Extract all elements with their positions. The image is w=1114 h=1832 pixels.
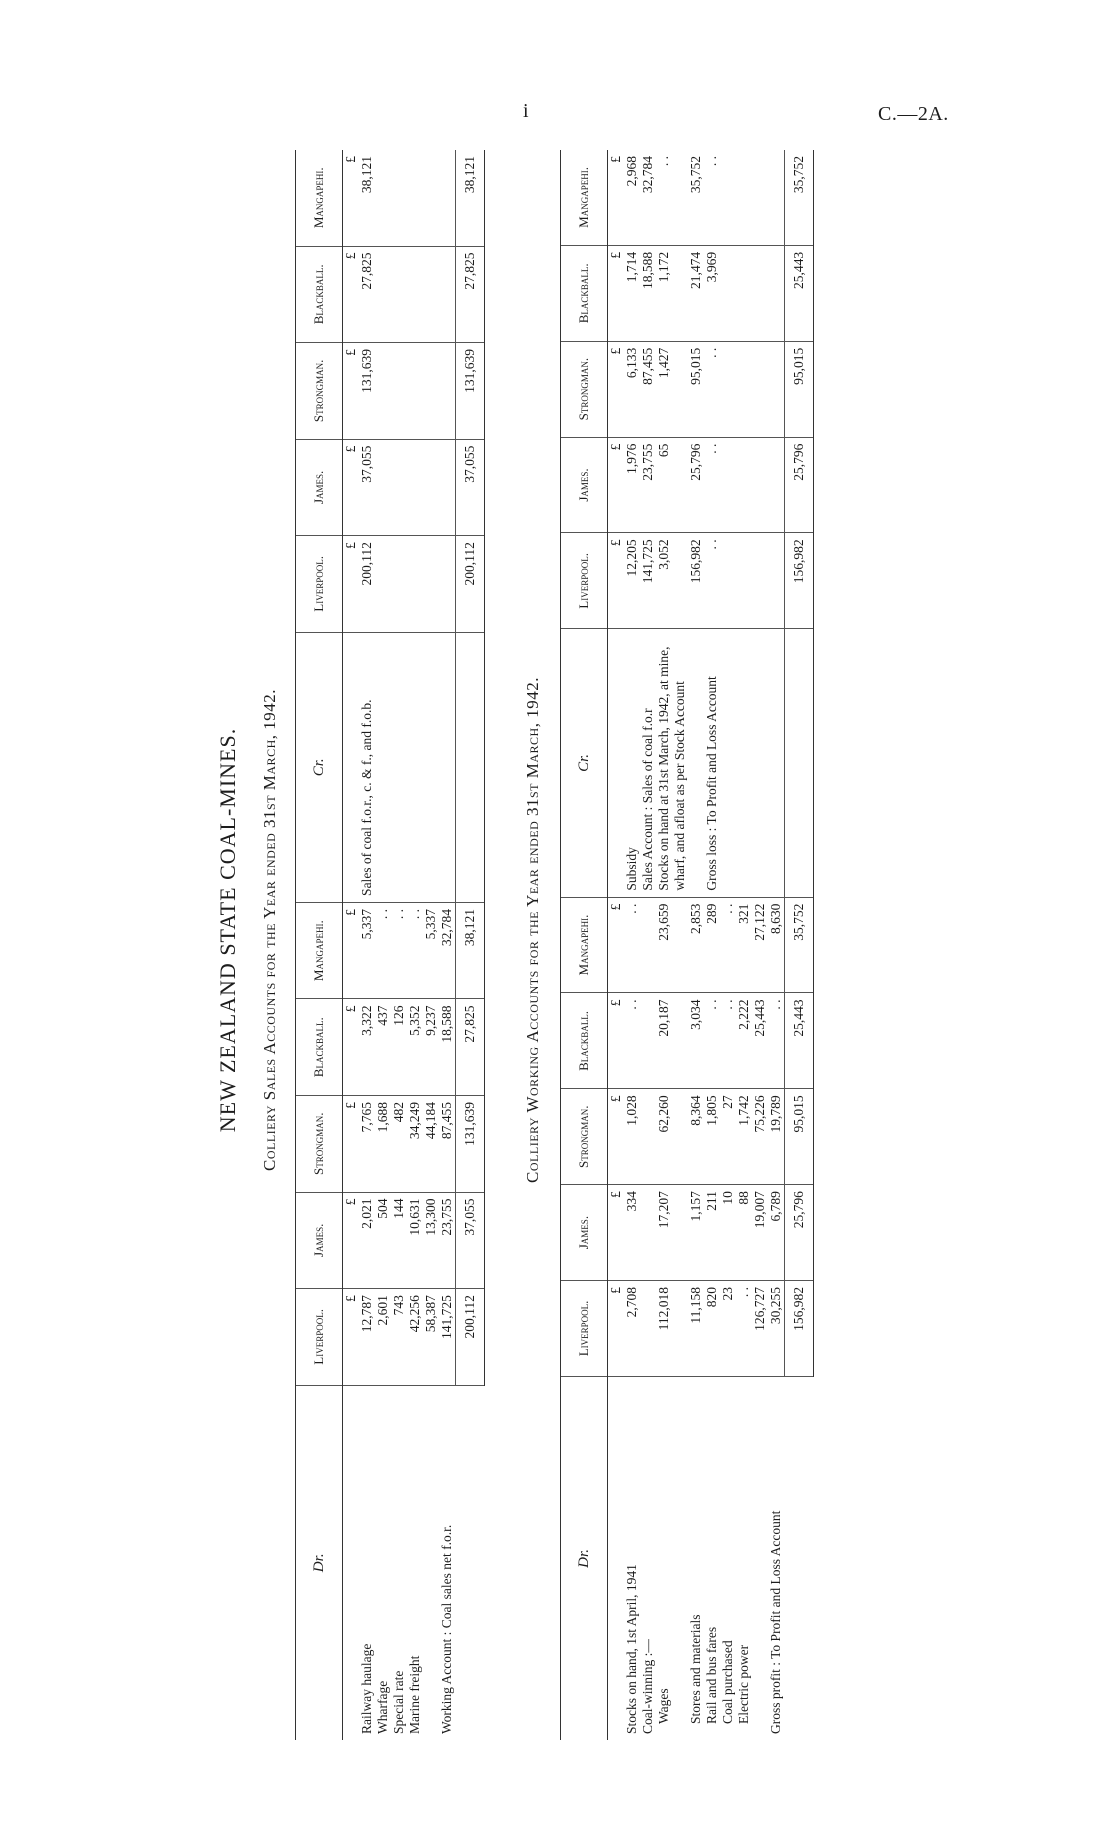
- cr-column-header-0: Liverpool.: [296, 536, 343, 633]
- cr-value: 37,055: [359, 439, 375, 536]
- dr-value: 44,184: [423, 1096, 439, 1193]
- cr-value: 87,455: [640, 341, 656, 437]
- pound-sign: £: [608, 993, 625, 1089]
- dr-value: 34,249: [407, 1096, 423, 1193]
- dr-total: 25,443: [785, 993, 814, 1089]
- spacer: [768, 533, 785, 629]
- table-row: [640, 150, 656, 1740]
- cr-column-header: Cr.: [296, 632, 343, 902]
- dr-total: 38,121: [456, 902, 485, 999]
- table-row: [407, 150, 423, 1740]
- dr-value: 13,300: [423, 1192, 439, 1289]
- dr-value: 11,158: [688, 1281, 704, 1377]
- spacer: [407, 343, 423, 440]
- dr-value: 144: [391, 1192, 407, 1289]
- spacer: [752, 533, 768, 629]
- spacer: [752, 437, 768, 533]
- dr-value: 30,255: [768, 1281, 785, 1377]
- spacer: [407, 246, 423, 343]
- table-row: [736, 150, 752, 1740]
- dr-column-header-0: Liverpool.: [296, 1289, 343, 1386]
- dr-value: 27,122: [752, 897, 768, 993]
- dr-value: 6,789: [768, 1185, 785, 1281]
- dr-row-label: Gross profit : To Profit and Loss Account: [768, 1510, 783, 1734]
- cr-total: 35,752: [785, 150, 814, 245]
- dr-value: 1,805: [704, 1089, 720, 1185]
- spacer: [785, 1376, 814, 1740]
- spacer: [375, 439, 391, 536]
- dr-column-header-2: Strongman.: [561, 1089, 608, 1185]
- spacer: [439, 632, 456, 902]
- dr-value: 32,784: [439, 902, 456, 999]
- dr-value: [640, 1185, 656, 1281]
- cr-value: 3,969: [704, 245, 720, 341]
- cr-total: 27,825: [456, 246, 485, 343]
- spacer: [391, 632, 407, 902]
- dr-value: [640, 1089, 656, 1185]
- working-accounts-table: [560, 150, 814, 1740]
- document-reference: C.—2A.: [878, 103, 949, 125]
- cr-value: . .: [704, 150, 720, 245]
- pound-sign: £: [343, 343, 360, 440]
- cr-row-label: Stocks on hand at 31st March, 1942, at mine, wharf, and afloat as per Stock Account: [656, 629, 688, 897]
- spacer: [720, 437, 736, 533]
- pound-sign: £: [608, 533, 625, 629]
- dr-column-header: Dr.: [561, 1376, 608, 1740]
- cr-row-label: [688, 629, 704, 897]
- table-row: [656, 150, 688, 1740]
- dr-column-header: Dr.: [296, 1385, 343, 1740]
- dr-total: 27,825: [456, 999, 485, 1096]
- dr-value: 126,727: [752, 1281, 768, 1377]
- cr-total: 37,055: [456, 439, 485, 536]
- dr-value: [640, 993, 656, 1089]
- dr-total: 35,752: [785, 897, 814, 993]
- dr-column-header-0: Liverpool.: [561, 1281, 608, 1377]
- dr-value: . .: [736, 1281, 752, 1377]
- cr-value: 1,714: [624, 245, 640, 341]
- pound-sign: £: [343, 439, 360, 536]
- dr-value: 2,708: [624, 1281, 640, 1377]
- dr-column-header-3: Blackball.: [561, 993, 608, 1089]
- cr-column-header-3: Blackball.: [296, 246, 343, 343]
- cr-column-header-4: Mangapehi.: [561, 150, 608, 245]
- header-row: [561, 150, 608, 1740]
- spacer: [391, 343, 407, 440]
- pound-sign: £: [608, 897, 625, 993]
- dr-value: 211: [704, 1185, 720, 1281]
- spacer: [752, 341, 768, 437]
- dr-value: 23: [720, 1281, 736, 1377]
- spacer: [720, 629, 736, 897]
- dr-value: 5,337: [359, 902, 375, 999]
- dr-column-header-1: James.: [296, 1192, 343, 1289]
- pound-sign: £: [343, 150, 360, 246]
- cr-value: 141,725: [640, 533, 656, 629]
- cr-value: 18,588: [640, 245, 656, 341]
- spacer: [423, 246, 439, 343]
- dr-value: 23,755: [439, 1192, 456, 1289]
- dr-column-header-2: Strongman.: [296, 1096, 343, 1193]
- totals-row: [785, 150, 814, 1740]
- dr-value: 1,157: [688, 1185, 704, 1281]
- pound-row: [343, 150, 360, 1740]
- cr-value: 156,982: [688, 533, 704, 629]
- dr-row-label: Wharfage: [375, 1680, 390, 1734]
- dr-value: 75,226: [752, 1089, 768, 1185]
- spacer: [375, 246, 391, 343]
- cr-value: 2,968: [624, 150, 640, 245]
- dr-value: . .: [768, 993, 785, 1089]
- cr-total: 25,443: [785, 245, 814, 341]
- cr-value: 21,474: [688, 245, 704, 341]
- spacer: [752, 245, 768, 341]
- dr-value: 19,789: [768, 1089, 785, 1185]
- dr-value: 3,034: [688, 993, 704, 1089]
- cr-total: 38,121: [456, 150, 485, 246]
- cr-value: 32,784: [640, 150, 656, 245]
- pound-sign: £: [608, 1089, 625, 1185]
- spacer: [439, 343, 456, 440]
- cr-value: 6,133: [624, 341, 640, 437]
- table-row: [752, 150, 768, 1740]
- dr-column-header-3: Blackball.: [296, 999, 343, 1096]
- dr-value: 9,237: [423, 999, 439, 1096]
- dr-value: 504: [375, 1192, 391, 1289]
- spacer: [736, 629, 752, 897]
- totals-row: [456, 150, 485, 1740]
- cr-value: 1,427: [656, 341, 688, 437]
- dr-total: 131,639: [456, 1096, 485, 1193]
- header-row: [296, 150, 343, 1740]
- table-row: [375, 150, 391, 1740]
- cr-total: 25,796: [785, 437, 814, 533]
- spacer: [736, 150, 752, 245]
- dr-value: 1,028: [624, 1089, 640, 1185]
- dr-value: 27: [720, 1089, 736, 1185]
- dr-row-label: Coal-winning :—: [640, 1639, 655, 1734]
- dr-value: 334: [624, 1185, 640, 1281]
- dr-row-label: Electric power: [736, 1644, 751, 1724]
- table-row: [423, 150, 439, 1740]
- dr-value: . .: [407, 902, 423, 999]
- dr-value: 482: [391, 1096, 407, 1193]
- dr-value: 5,337: [423, 902, 439, 999]
- dr-value: 12,787: [359, 1289, 375, 1386]
- dr-value: 25,443: [752, 993, 768, 1089]
- dr-row-label: [752, 1376, 768, 1740]
- spacer: [439, 246, 456, 343]
- spacer: [391, 439, 407, 536]
- pound-row: [608, 150, 625, 1740]
- spacer: [768, 150, 785, 245]
- dr-value: 126: [391, 999, 407, 1096]
- cr-value: 12,205: [624, 533, 640, 629]
- dr-total: 156,982: [785, 1281, 814, 1377]
- dr-total: 200,112: [456, 1289, 485, 1386]
- dr-total: 25,796: [785, 1185, 814, 1281]
- spacer: [768, 245, 785, 341]
- spacer: [608, 1376, 625, 1740]
- spacer: [439, 439, 456, 536]
- dr-value: 7,765: [359, 1096, 375, 1193]
- cr-total: 200,112: [456, 536, 485, 633]
- spacer: [423, 150, 439, 246]
- cr-column-header-2: Strongman.: [296, 343, 343, 440]
- pound-sign: £: [608, 437, 625, 533]
- spacer: [608, 629, 625, 897]
- dr-value: 141,725: [439, 1289, 456, 1386]
- document-title: NEW ZEALAND STATE COAL-MINES.: [215, 727, 240, 1133]
- dr-column-header-4: Mangapehi.: [561, 897, 608, 993]
- spacer: [720, 533, 736, 629]
- page-number: i: [523, 100, 529, 122]
- dr-value: . .: [720, 993, 736, 1089]
- cr-value: . .: [656, 150, 688, 245]
- pound-sign: £: [608, 1185, 625, 1281]
- cr-value: . .: [704, 341, 720, 437]
- spacer: [407, 439, 423, 536]
- cr-row-label: Sales of coal f.o.r., c. & f., and f.o.b.: [359, 632, 375, 902]
- dr-value: 743: [391, 1289, 407, 1386]
- sales-accounts-table: [295, 150, 485, 1740]
- cr-value: 25,796: [688, 437, 704, 533]
- spacer: [736, 245, 752, 341]
- dr-value: 62,260: [656, 1089, 688, 1185]
- table-row: [704, 150, 720, 1740]
- spacer: [768, 341, 785, 437]
- spacer: [456, 632, 485, 902]
- table-row: [688, 150, 704, 1740]
- table-row: [720, 150, 736, 1740]
- table-row: [391, 150, 407, 1740]
- table-row: [768, 150, 785, 1740]
- pound-sign: £: [343, 1096, 360, 1193]
- spacer: [423, 632, 439, 902]
- dr-value: 87,455: [439, 1096, 456, 1193]
- spacer: [752, 150, 768, 245]
- dr-value: . .: [391, 902, 407, 999]
- dr-value: 20,187: [656, 993, 688, 1089]
- spacer: [407, 632, 423, 902]
- dr-value: 2,222: [736, 993, 752, 1089]
- cr-value: 35,752: [688, 150, 704, 245]
- cr-column-header-0: Liverpool.: [561, 533, 608, 629]
- dr-value: 321: [736, 897, 752, 993]
- dr-value: 437: [375, 999, 391, 1096]
- dr-value: 58,387: [423, 1289, 439, 1386]
- dr-value: 8,364: [688, 1089, 704, 1185]
- cr-value: 65: [656, 437, 688, 533]
- dr-value: 10: [720, 1185, 736, 1281]
- dr-value: 2,601: [375, 1289, 391, 1386]
- dr-value: 5,352: [407, 999, 423, 1096]
- spacer: [736, 341, 752, 437]
- pound-sign: £: [343, 246, 360, 343]
- cr-total: 131,639: [456, 343, 485, 440]
- dr-value: 88: [736, 1185, 752, 1281]
- dr-row-label: Wages: [656, 1688, 671, 1724]
- dr-value: . .: [624, 897, 640, 993]
- cr-value: 3,052: [656, 533, 688, 629]
- cr-row-label: Subsidy: [624, 629, 640, 897]
- pound-sign: £: [608, 1281, 625, 1377]
- dr-value: 112,018: [656, 1281, 688, 1377]
- spacer: [736, 437, 752, 533]
- spacer: [375, 150, 391, 246]
- spacer: [375, 343, 391, 440]
- dr-row-label: Marine freight: [407, 1655, 422, 1734]
- cr-total: 156,982: [785, 533, 814, 629]
- dr-value: . .: [704, 993, 720, 1089]
- dr-value: [640, 1281, 656, 1377]
- dr-value: 1,688: [375, 1096, 391, 1193]
- dr-row-label: Stocks on hand, 1st April, 1941: [624, 1564, 639, 1734]
- dr-row-label: Special rate: [391, 1670, 406, 1734]
- working-accounts-heading: Colliery Working Accounts for the Year ended 31st March, 1942.: [523, 677, 542, 1183]
- dr-row-label: Coal purchased: [720, 1640, 735, 1724]
- cr-row-label: Sales Account : Sales of coal f.o.r: [640, 629, 656, 897]
- dr-value: . .: [375, 902, 391, 999]
- dr-value: . .: [624, 993, 640, 1089]
- cr-row-label: Gross loss : To Profit and Loss Account: [704, 629, 720, 897]
- dr-total: 95,015: [785, 1089, 814, 1185]
- spacer: [407, 536, 423, 633]
- dr-value: 1,742: [736, 1089, 752, 1185]
- dr-value: 17,207: [656, 1185, 688, 1281]
- table-row: [439, 150, 456, 1740]
- dr-value: 820: [704, 1281, 720, 1377]
- cr-column-header-3: Blackball.: [561, 245, 608, 341]
- spacer: [407, 150, 423, 246]
- spacer: [736, 533, 752, 629]
- pound-sign: £: [608, 150, 625, 245]
- dr-value: 23,659: [656, 897, 688, 993]
- cr-column-header: Cr.: [561, 629, 608, 897]
- cr-column-header-1: James.: [296, 439, 343, 536]
- spacer: [391, 536, 407, 633]
- cr-value: 200,112: [359, 536, 375, 633]
- spacer: [375, 632, 391, 902]
- dr-row-label: Stores and materials: [688, 1614, 703, 1724]
- pound-sign: £: [343, 1192, 360, 1289]
- dr-value: . .: [720, 897, 736, 993]
- dr-column-header-4: Mangapehi.: [296, 902, 343, 999]
- spacer: [343, 632, 360, 902]
- spacer: [375, 536, 391, 633]
- dr-value: 10,631: [407, 1192, 423, 1289]
- spacer: [439, 150, 456, 246]
- spacer: [391, 150, 407, 246]
- cr-value: 1,976: [624, 437, 640, 533]
- sales-accounts-heading: Colliery Sales Accounts for the Year ended 31st March, 1942.: [260, 689, 279, 1171]
- spacer: [720, 245, 736, 341]
- dr-value: 289: [704, 897, 720, 993]
- cr-value: 131,639: [359, 343, 375, 440]
- cr-value: . .: [704, 437, 720, 533]
- dr-value: 2,021: [359, 1192, 375, 1289]
- dr-column-header-1: James.: [561, 1185, 608, 1281]
- spacer: [423, 439, 439, 536]
- cr-column-header-2: Strongman.: [561, 341, 608, 437]
- dr-row-label: [423, 1385, 439, 1740]
- spacer: [785, 629, 814, 897]
- spacer: [439, 536, 456, 633]
- cr-column-header-1: James.: [561, 437, 608, 533]
- spacer: [768, 629, 785, 897]
- pound-sign: £: [343, 999, 360, 1096]
- dr-value: 3,322: [359, 999, 375, 1096]
- cr-column-header-4: Mangapehi.: [296, 150, 343, 246]
- spacer: [423, 343, 439, 440]
- table-row: [624, 150, 640, 1740]
- spacer: [720, 150, 736, 245]
- spacer: [720, 341, 736, 437]
- pound-sign: £: [343, 1289, 360, 1386]
- spacer: [423, 536, 439, 633]
- cr-value: 95,015: [688, 341, 704, 437]
- dr-row-label: Rail and bus fares: [704, 1626, 719, 1724]
- cr-value: 1,172: [656, 245, 688, 341]
- pound-sign: £: [608, 245, 625, 341]
- cr-value: 38,121: [359, 150, 375, 246]
- dr-row-label: Railway haulage: [359, 1643, 374, 1734]
- spacer: [456, 1385, 485, 1740]
- pound-sign: £: [343, 902, 360, 999]
- table-row: [359, 150, 375, 1740]
- cr-value: . .: [704, 533, 720, 629]
- spacer: [343, 1385, 360, 1740]
- dr-value: 42,256: [407, 1289, 423, 1386]
- cr-value: 27,825: [359, 246, 375, 343]
- spacer: [752, 629, 768, 897]
- spacer: [391, 246, 407, 343]
- pound-sign: £: [608, 341, 625, 437]
- pound-sign: £: [343, 536, 360, 633]
- dr-value: 8,630: [768, 897, 785, 993]
- dr-row-label: Working Account : Coal sales net f.o.r.: [439, 1524, 454, 1734]
- dr-value: 19,007: [752, 1185, 768, 1281]
- dr-value: 18,588: [439, 999, 456, 1096]
- cr-value: 23,755: [640, 437, 656, 533]
- dr-value: 2,853: [688, 897, 704, 993]
- dr-total: 37,055: [456, 1192, 485, 1289]
- dr-value: [640, 897, 656, 993]
- cr-total: 95,015: [785, 341, 814, 437]
- rotated-sheet: [195, 100, 1114, 1760]
- spacer: [768, 437, 785, 533]
